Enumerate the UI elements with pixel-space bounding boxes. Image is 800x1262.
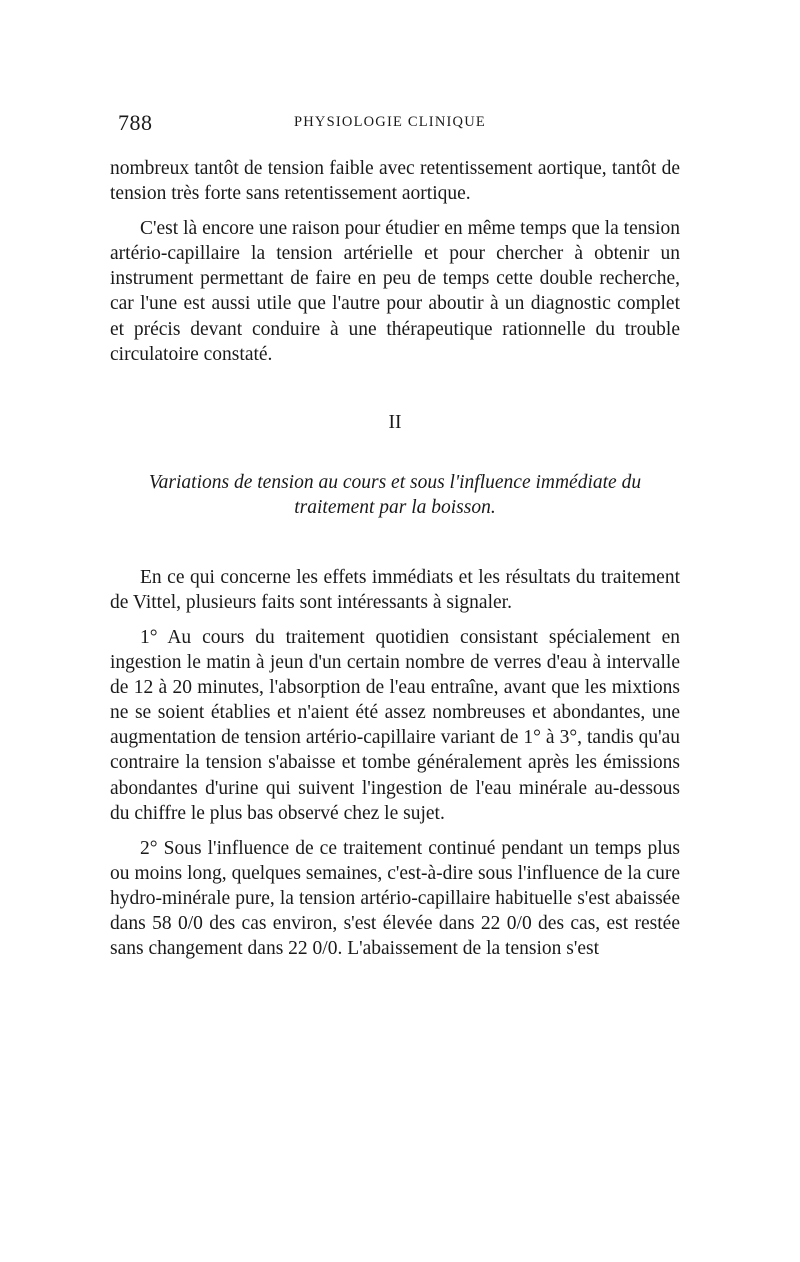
paragraph-point-2: 2° Sous l'influence de ce traitement continué pendant un temps plus ou moins long, quelques semaines, c'est-à-dire sous l'influence de la cure hydro-minérale pure, la tension artério-capillaire habituelle s'est abaissée dans 58 0/0 des cas environ, s'est élevée dans 22 0/0 des cas, est restée sans changement dans 22 0/0. L'abaissement de la tension s'est (110, 837, 680, 960)
paragraph-effects: En ce qui concerne les effets immédiats et les résultats du traitement de Vittel, plusieurs faits sont intéressants à signaler. (110, 566, 680, 613)
paragraph-point-1: 1° Au cours du traitement quotidien consistant spécialement en ingestion le matin à jeun d'un certain nombre de verres d'eau à intervalle de 12 à 20 minutes, l'absorption de l'eau entraîne, avant que les mixtions ne se soient établies et n'aient été assez nombreuses et abondantes, une augmentation de tension artério-capillaire variant de 1° à 3°, tandis qu'au contraire la tension s'abaisse et tombe généralement après les émissions abondantes d'urine qui suivent l'ingestion de l'eau minérale au-dessous du chiffre le plus bas observé chez le sujet. (110, 626, 680, 824)
section-number: II (388, 411, 402, 433)
running-head (110, 110, 680, 144)
paragraph-continuation: nombreux tantôt de tension faible avec retentissement aortique, tantôt de tension très forte sans retentissement aortique. (110, 158, 680, 205)
section-heading: Variations de tension au cours et sous l'influence immédiate du traitement par la boisson. (148, 471, 642, 519)
running-title: PHYSIOLOGIE CLINIQUE (294, 114, 486, 130)
page (110, 110, 680, 961)
page-number: 788 (118, 110, 153, 135)
paragraph-tension-study: C'est là encore une raison pour étudier en même temps que la tension artério-capillaire la tension artérielle et pour chercher à obtenir un instrument permettant de faire en peu de temps cette double recherche, car l'une est aussi utile que l'autre pour aboutir à un diagnostic complet et précis devant conduire à une thérapeutique rationnelle du trouble circulatoire constaté. (110, 218, 680, 365)
